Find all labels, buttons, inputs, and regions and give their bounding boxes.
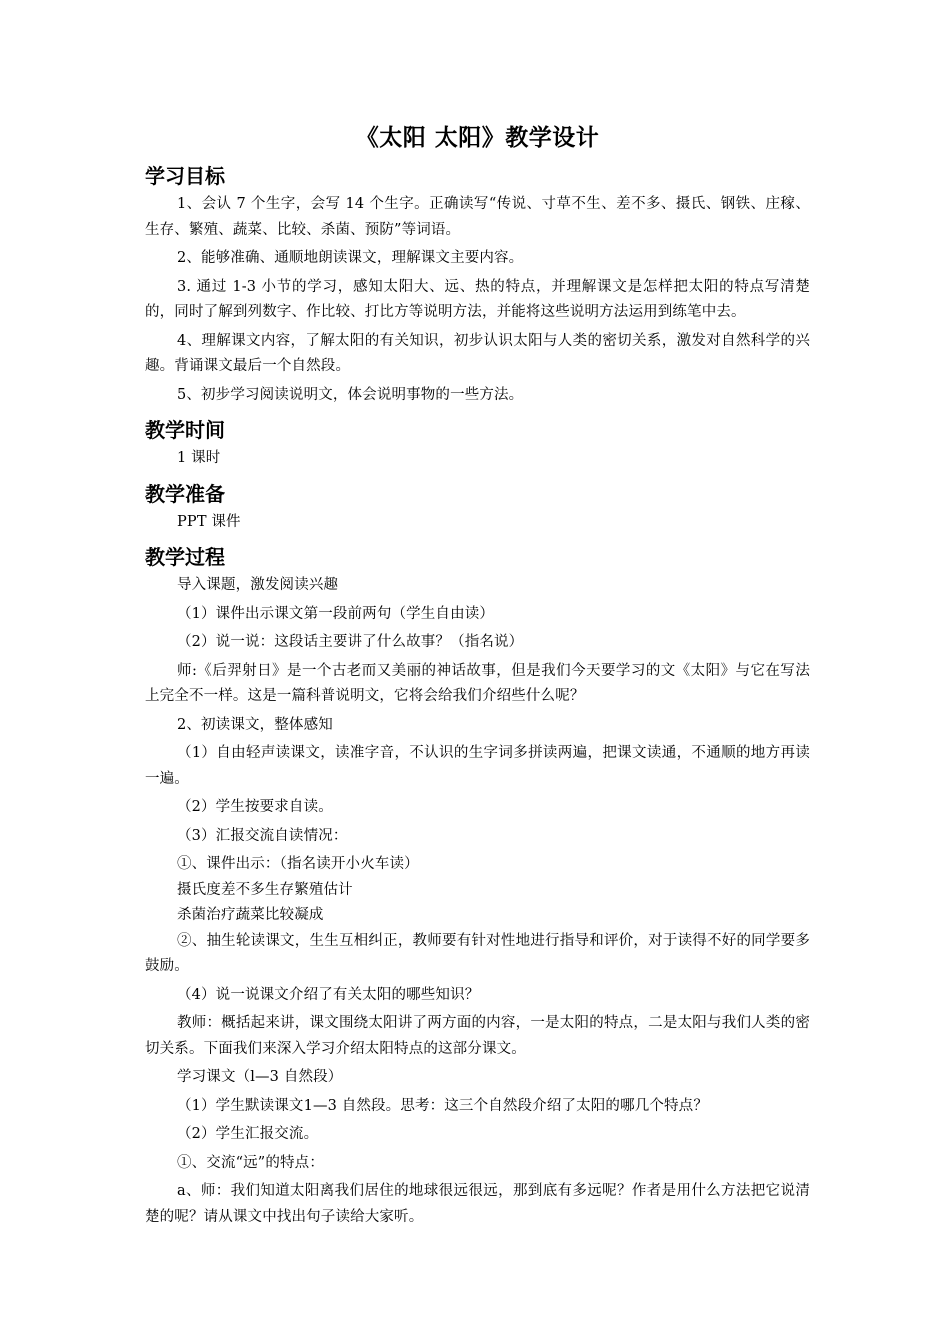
paragraph: 杀菌治疗蔬菜比较凝成 — [177, 907, 324, 923]
paragraph: 师:《后羿射日》是一个古老而又美丽的神话故事，但是我们今天要学习的文《太阳》与它在写法上完全不一样。这是一篇科普说明文，它将会给我们介绍些什么呢？ — [145, 662, 810, 704]
paragraph: （1）学生默读课文1—3 自然段。思考：这三个自然段介绍了太阳的哪几个特点？ — [177, 1097, 708, 1114]
paragraph: 3. 通过 1-3 小节的学习，感知太阳大、远、热的特点，并理解课文是怎样把太阳的特点写清楚的，同时了解到列数字、作比较、打比方等说明方法，并能将这些说明方法运用到练笔中去。 — [145, 278, 810, 320]
paragraph: 2、能够准确、通顺地朗读课文，理解课文主要内容。 — [177, 250, 524, 266]
section-teaching-process — [145, 541, 810, 1230]
section-learning-goals — [145, 160, 810, 408]
paragraph: ②、抽生轮读课文，生生互相纠正，教师要有针对性地进行指导和评价，对于读得不好的同学要多鼓励。 — [145, 932, 810, 974]
paragraph: 2、初读课文，整体感知 — [177, 716, 333, 733]
paragraph: PPT 课件 — [177, 513, 241, 530]
section-heading: 教学过程 — [145, 545, 225, 569]
paragraph: ①、课件出示：（指名读开小火车读） — [177, 856, 419, 872]
paragraph: （1）自由轻声读课文，读准字音，不认识的生字词多拼读两遍，把课文读通，不通顺的地方再读一遍。 — [145, 745, 810, 787]
paragraph: a、师：我们知道太阳离我们居住的地球很远很远，那到底有多远呢？作者是用什么方法把它说清楚的呢？请从课文中找出句子读给大家听。 — [145, 1183, 810, 1225]
paragraph: （4）说一说课文介绍了有关太阳的哪些知识？ — [177, 986, 480, 1003]
paragraph: （2）学生按要求自读。 — [177, 799, 333, 815]
section-heading: 教学准备 — [145, 481, 225, 506]
document-page — [145, 120, 810, 1230]
paragraph: （1）课件出示课文第一段前两句（学生自由读） — [177, 605, 495, 622]
paragraph: 教师：概括起来讲，课文围绕太阳讲了两方面的内容，一是太阳的特点，二是太阳与我们人类的密切关系。下面我们来深入学习介绍太阳特点的这部分课文。 — [145, 1015, 810, 1057]
paragraph: 学习课文（l—3 自然段） — [177, 1069, 343, 1085]
paragraph: （2）学生汇报交流。 — [177, 1126, 319, 1142]
section-heading: 教学时间 — [145, 418, 225, 442]
document-title: 《太阳 太阳》教学设计 — [355, 125, 600, 151]
paragraph: 导入课题，激发阅读兴趣 — [177, 577, 339, 593]
paragraph: 1、会认 7 个生字，会写 14 个生字。正确读写“传说、寸草不生、差不多、摄氏、钢铁、庄稼、生存、繁殖、蔬菜、比较、杀菌、预防”等词语。 — [145, 196, 810, 238]
paragraph: 4、理解课文内容，了解太阳的有关知识，初步认识太阳与人类的密切关系，激发对自然科学的兴趣。背诵课文最后一个自然段。 — [145, 332, 810, 374]
paragraph: 5、初步学习阅读说明文，体会说明事物的一些方法。 — [177, 386, 524, 403]
paragraph: 1 课时 — [177, 450, 221, 466]
paragraph: （2）说一说：这段话主要讲了什么故事？（指名说） — [177, 634, 524, 650]
paragraph: ①、交流“远”的特点： — [177, 1154, 324, 1171]
section-teaching-preparation — [145, 478, 810, 536]
paragraph: （3）汇报交流自读情况： — [177, 827, 348, 844]
paragraph: 摄氏度差不多生存繁殖估计 — [177, 881, 353, 898]
section-teaching-time — [145, 414, 810, 472]
section-heading: 学习目标 — [145, 164, 225, 188]
